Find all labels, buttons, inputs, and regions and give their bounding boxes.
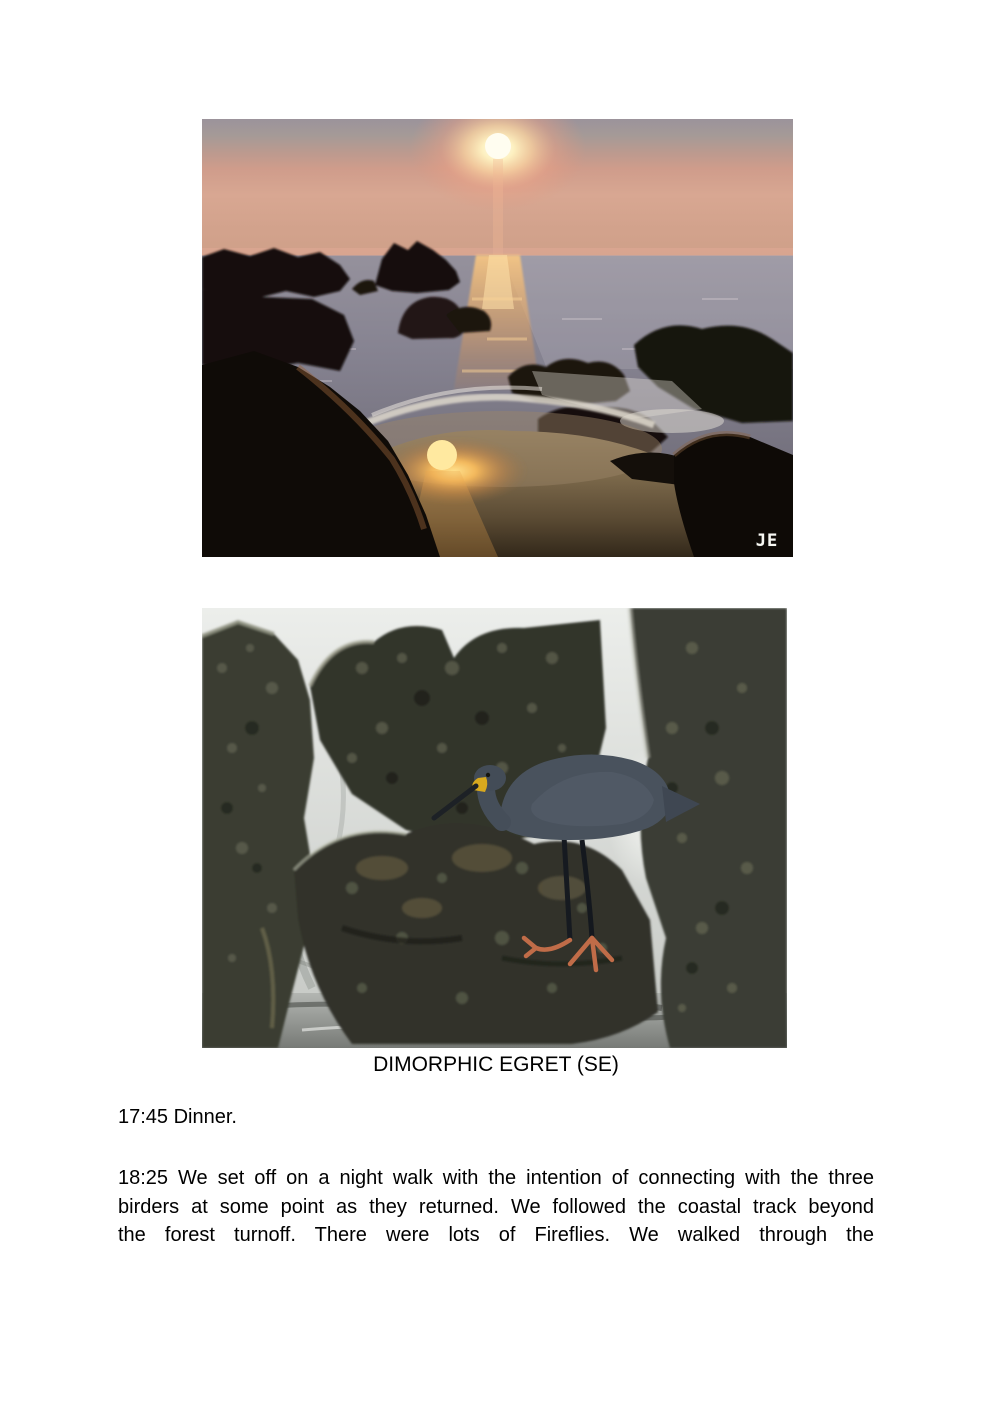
text-line-2: birders at some point as they returned. We followed the coastal track beyond (118, 1195, 874, 1218)
rocks (202, 608, 787, 1048)
photo-caption: DIMORPHIC EGRET (SE) (373, 1053, 619, 1076)
sky (202, 119, 793, 257)
egret-illustration (202, 608, 787, 1048)
photo-sunset-beach (202, 119, 793, 557)
text-line-1: 18:25 We set off on a night walk with the intention of connecting with the three (118, 1167, 874, 1189)
photo-watermark: JE (755, 531, 779, 551)
sunset-beach-illustration (202, 119, 793, 557)
photo-dimorphic-egret (202, 608, 787, 1048)
diary-entry-dinner: 17:45 Dinner. (118, 1106, 237, 1128)
diary-entry-night-walk (118, 1164, 874, 1250)
text-line-3: the forest turnoff. There were lots of Fireflies. We walked through the (118, 1224, 874, 1246)
